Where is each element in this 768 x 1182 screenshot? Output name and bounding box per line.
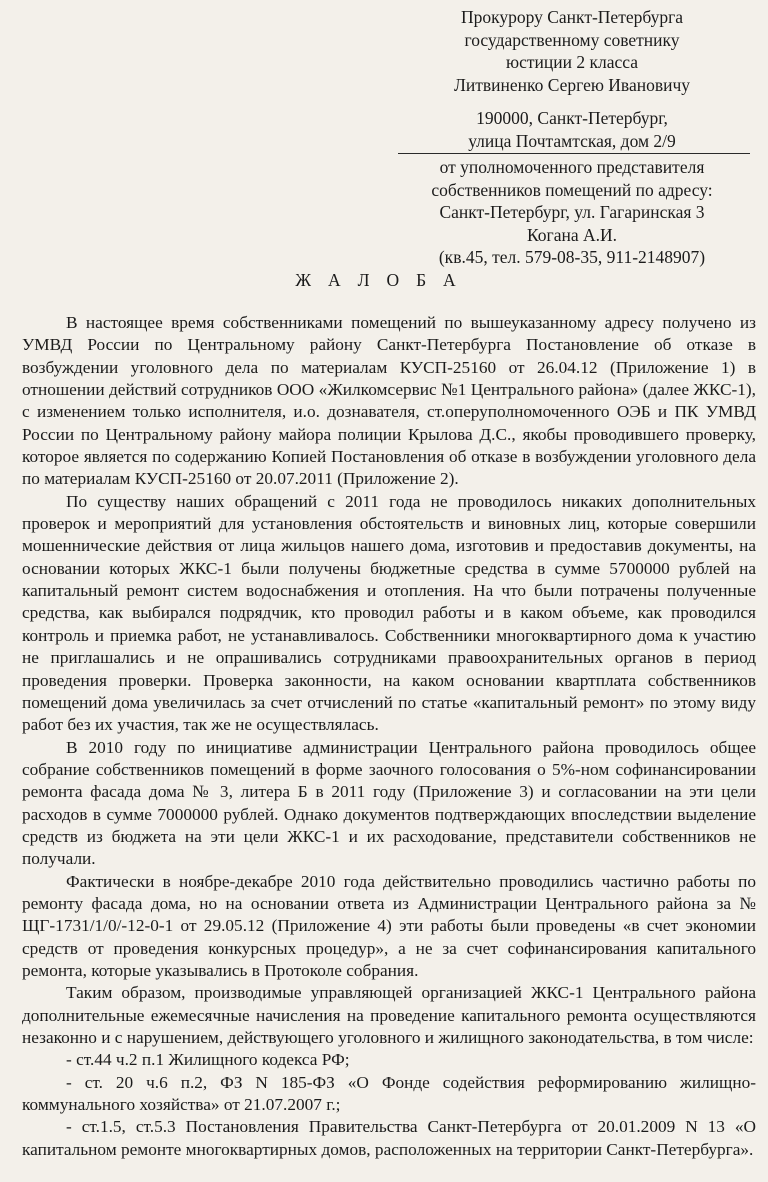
- addressee-line: Литвиненко Сергею Ивановичу: [453, 74, 691, 95]
- sender-line: (кв.45, тел. 579-08-35, 911-2148907): [438, 247, 706, 267]
- addressee-address-line: 190000, Санкт-Петербург,: [476, 108, 668, 128]
- law-list-item: - ст.44 ч.2 п.1 Жилищного кодекса РФ;: [66, 1050, 350, 1070]
- addressee-block: [392, 6, 752, 269]
- sender-line: Когана А.И.: [526, 224, 618, 245]
- body-paragraph: В настоящее время собственниками помещений по вышеуказанному адресу получено из УМВД России по Центральному району Санкт-Петербурга Постановление об отказе в возбуждении уголовного дела по материалам КУСП-25160 от 26.04.12 (Приложение 1) в отношении действий сотрудников ООО «Жилкомсервис №1 Центрального района» (далее ЖКС-1), с изменением только исполнителя, и.о. дознавателя, ст.оперуполномоченного ОЭБ и ПК УМВД России по Центральному району майора полиции Крылова Д.С., якобы проводившего проверку, которое является по содержанию Копией Постановления об отказе в возбуждении уголовного дела по материалам КУСП-25160 от 20.07.2011 (Приложение 2).: [22, 313, 756, 489]
- addressee-line: Прокурору Санкт-Петербурга: [460, 7, 684, 27]
- spacer: [392, 96, 752, 107]
- addressee-line: государственному советнику: [464, 29, 680, 50]
- law-list-item: - ст.1.5, ст.5.3 Постановления Правительства Санкт-Петербурга от 20.01.2009 N 13 «О капитальном ремонте многоквартирных домов, расположенных на территории Санкт-Петербурга».: [22, 1117, 756, 1159]
- document-title: ЖАЛОБА: [295, 270, 473, 290]
- document-body: [22, 312, 756, 1161]
- body-paragraph: По существу наших обращений с 2011 года не проводилось никаких дополнительных проверок и мероприятий для установления обстоятельств и виновных лиц, которые совершили мошеннические действия от лица жильцов нашего дома, изготовив и предоставив документы, на основании которых ЖКС-1 были получены бюджетные средства в сумме 5700000 рублей на капитальный ремонт систем водоснабжения и отопления. На что были потрачены полученные средства, как выбирался подрядчик, кто проводил работы и в каком объеме, как проводился контроль и приемка работ, не устанавливалось. Собственники многоквартирного дома к участию не приглашались и не опрашивались сотрудниками правоохранительных органов в период проведения проверки. Проверка законности, на каком основании квартплата собственников помещений дома увеличилась за счет отчислений по статье «капитальный ремонт» по этому виду работ без их участия, так же не осуществлялась.: [22, 491, 756, 735]
- addressee-line: юстиции 2 класса: [506, 52, 638, 72]
- body-paragraph: Фактически в ноябре-декабре 2010 года действительно проводились частично работы по ремонту фасада дома, но на основании ответа из Администрации Центрального района за № ЩГ-1731/1/0/-12-0-1 от 29.05.12 (Приложение 4) эти работы были проведены «в счет экономии средств от проведения конкурсных процедур», а не за счет софинансирования капитального ремонта, которые указывались в Протоколе собрания.: [22, 871, 756, 980]
- law-list-item: - ст. 20 ч.6 п.2, ФЗ N 185-ФЗ «О Фонде содействия реформированию жилищно-коммунального хозяйства» от 21.07.2007 г.;: [22, 1072, 756, 1115]
- divider-line: [398, 153, 750, 154]
- sender-line: собственников помещений по адресу:: [431, 179, 713, 200]
- body-paragraph: Таким образом, производимые управляющей организацией ЖКС-1 Центрального района дополнительные ежемесячные начисления на проведение капитального ремонта осуществляются незаконно и с нарушением, действующего уголовного и жилищного законодательства, в том числе:: [22, 983, 756, 1047]
- body-paragraph: В 2010 году по инициативе администрации Центрального района проводилось общее собрание собственников помещений в форме заочного голосования о 5%-ном софинансировании ремонта фасада дома № 3, литера Б в 2011 году (Приложение 3) и согласовании на эти цели расходов в сумме 7000000 рублей. Однако документов подтверждающих впоследствии выделение средств из бюджета на эти цели ЖКС-1 и их расходование, представители собственников не получали.: [22, 737, 756, 869]
- addressee-address-line: улица Почтамтская, дом 2/9: [468, 130, 676, 151]
- sender-line: от уполномоченного представителя: [439, 157, 705, 177]
- sender-line: Санкт-Петербург, ул. Гагаринская 3: [439, 202, 705, 222]
